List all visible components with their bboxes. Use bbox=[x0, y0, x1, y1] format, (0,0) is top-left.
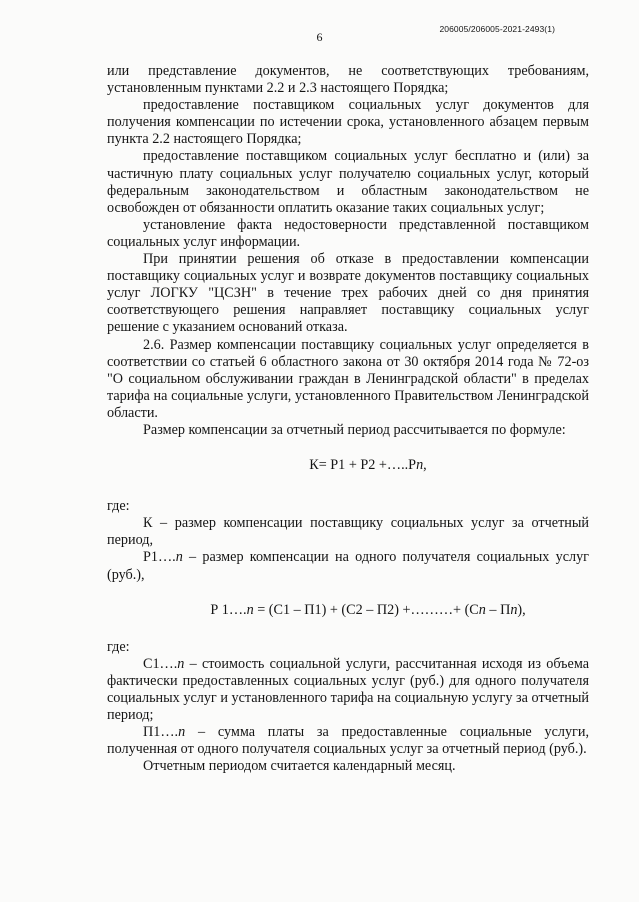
where-label-1: где: bbox=[107, 498, 130, 515]
paragraph-free-services: предоставление поставщиком социальных услуг бесплатно и (или) за частичную плату социальных услуг получателю социальных услуг, который федеральным законодательством и областным законодательством не освобожден от обязанности оплатить оказание таких социальных услуг; bbox=[107, 148, 589, 216]
paragraph-late-submission: предоставление поставщиком социальных услуг документов для получения компенсации по истечении срока, установленного абзацем первым пункта 2.2 настоящего Порядка; bbox=[107, 97, 589, 148]
formula-2-c: – П bbox=[485, 601, 511, 618]
definition-c bbox=[107, 656, 589, 724]
paragraph-refusal-decision: При принятии решения об отказе в предоставлении компенсации поставщику социальных услуг и возврате документов поставщику социальных услуг ЛОГКУ "ЦСЗН" в течение трех рабочих дней со дня принятия соответствующего решения направляет поставщику социальных услуг решение с указанием оснований отказа. bbox=[107, 251, 589, 336]
where-label-2: где: bbox=[107, 638, 130, 655]
def-pi-text: – сумма платы за предоставленные социальные услуги, полученная от одного получателя социальных услуг за отчетный период (руб.). bbox=[107, 724, 589, 758]
def-c-text: – стоимость социальной услуги, рассчитанная исходя из объема фактически предоставленных социальных услуг (руб.) для одного получателя социальных услуг и установленного тарифа на социальную услугу за отчетный период; bbox=[107, 655, 589, 724]
formula-2-n2: n bbox=[478, 601, 486, 618]
paragraph-reporting-period: Отчетным периодом считается календарный месяц. bbox=[143, 758, 456, 775]
document-id: 206005/206005-2021-2493(1) bbox=[439, 24, 555, 34]
definition-pi bbox=[107, 724, 589, 758]
def-c-var: n bbox=[177, 655, 185, 672]
definition-k: К – размер компенсации поставщику социальных услуг за отчетный период, bbox=[107, 515, 589, 549]
document-body bbox=[107, 63, 589, 775]
def-c-prefix: С1…. bbox=[143, 655, 178, 672]
formula-2-n1: n bbox=[246, 601, 254, 618]
def-p-prefix: Р1…. bbox=[143, 549, 176, 566]
page-number: 6 bbox=[316, 30, 323, 44]
formula-2-a: Р 1…. bbox=[210, 601, 247, 618]
def-p-var: n bbox=[175, 549, 183, 566]
def-pi-prefix: П1…. bbox=[143, 724, 179, 741]
formula-2-n3: n bbox=[510, 601, 518, 618]
paragraph-formula-intro: Размер компенсации за отчетный период рассчитывается по формуле: bbox=[143, 421, 566, 438]
def-p-text: – размер компенсации на одного получателя социальных услуг (руб.), bbox=[107, 549, 589, 583]
formula-2-d: ), bbox=[517, 601, 526, 618]
def-pi-var: n bbox=[178, 724, 186, 741]
definition-p bbox=[107, 549, 589, 583]
formula-per-recipient bbox=[107, 602, 589, 619]
paragraph-2-6: 2.6. Размер компенсации поставщику социальных услуг определяется в соответствии со статьей 6 областного закона от 30 октября 2014 года № 72-оз "О социальном обслуживании граждан в Ленинградской области" в пределах тарифа на социальные услуги, установленного Правительством Ленинградской области. bbox=[107, 336, 589, 421]
formula-compensation bbox=[107, 457, 589, 474]
formula-1-end: , bbox=[423, 457, 427, 474]
formula-2-b: = (С1 – П1) + (С2 – П2) +………+ (С bbox=[253, 601, 479, 618]
formula-1-var: n bbox=[416, 457, 424, 474]
paragraph-continuation: или представление документов, не соответствующих требованиям, установленным пунктами 2.2 и 2.3 настоящего Порядка; bbox=[107, 63, 589, 97]
paragraph-inaccurate-info: установление факта недостоверности представленной поставщиком социальных услуг информации. bbox=[107, 216, 589, 250]
formula-1-main: К= Р1 + Р2 +…..Р bbox=[309, 457, 417, 474]
